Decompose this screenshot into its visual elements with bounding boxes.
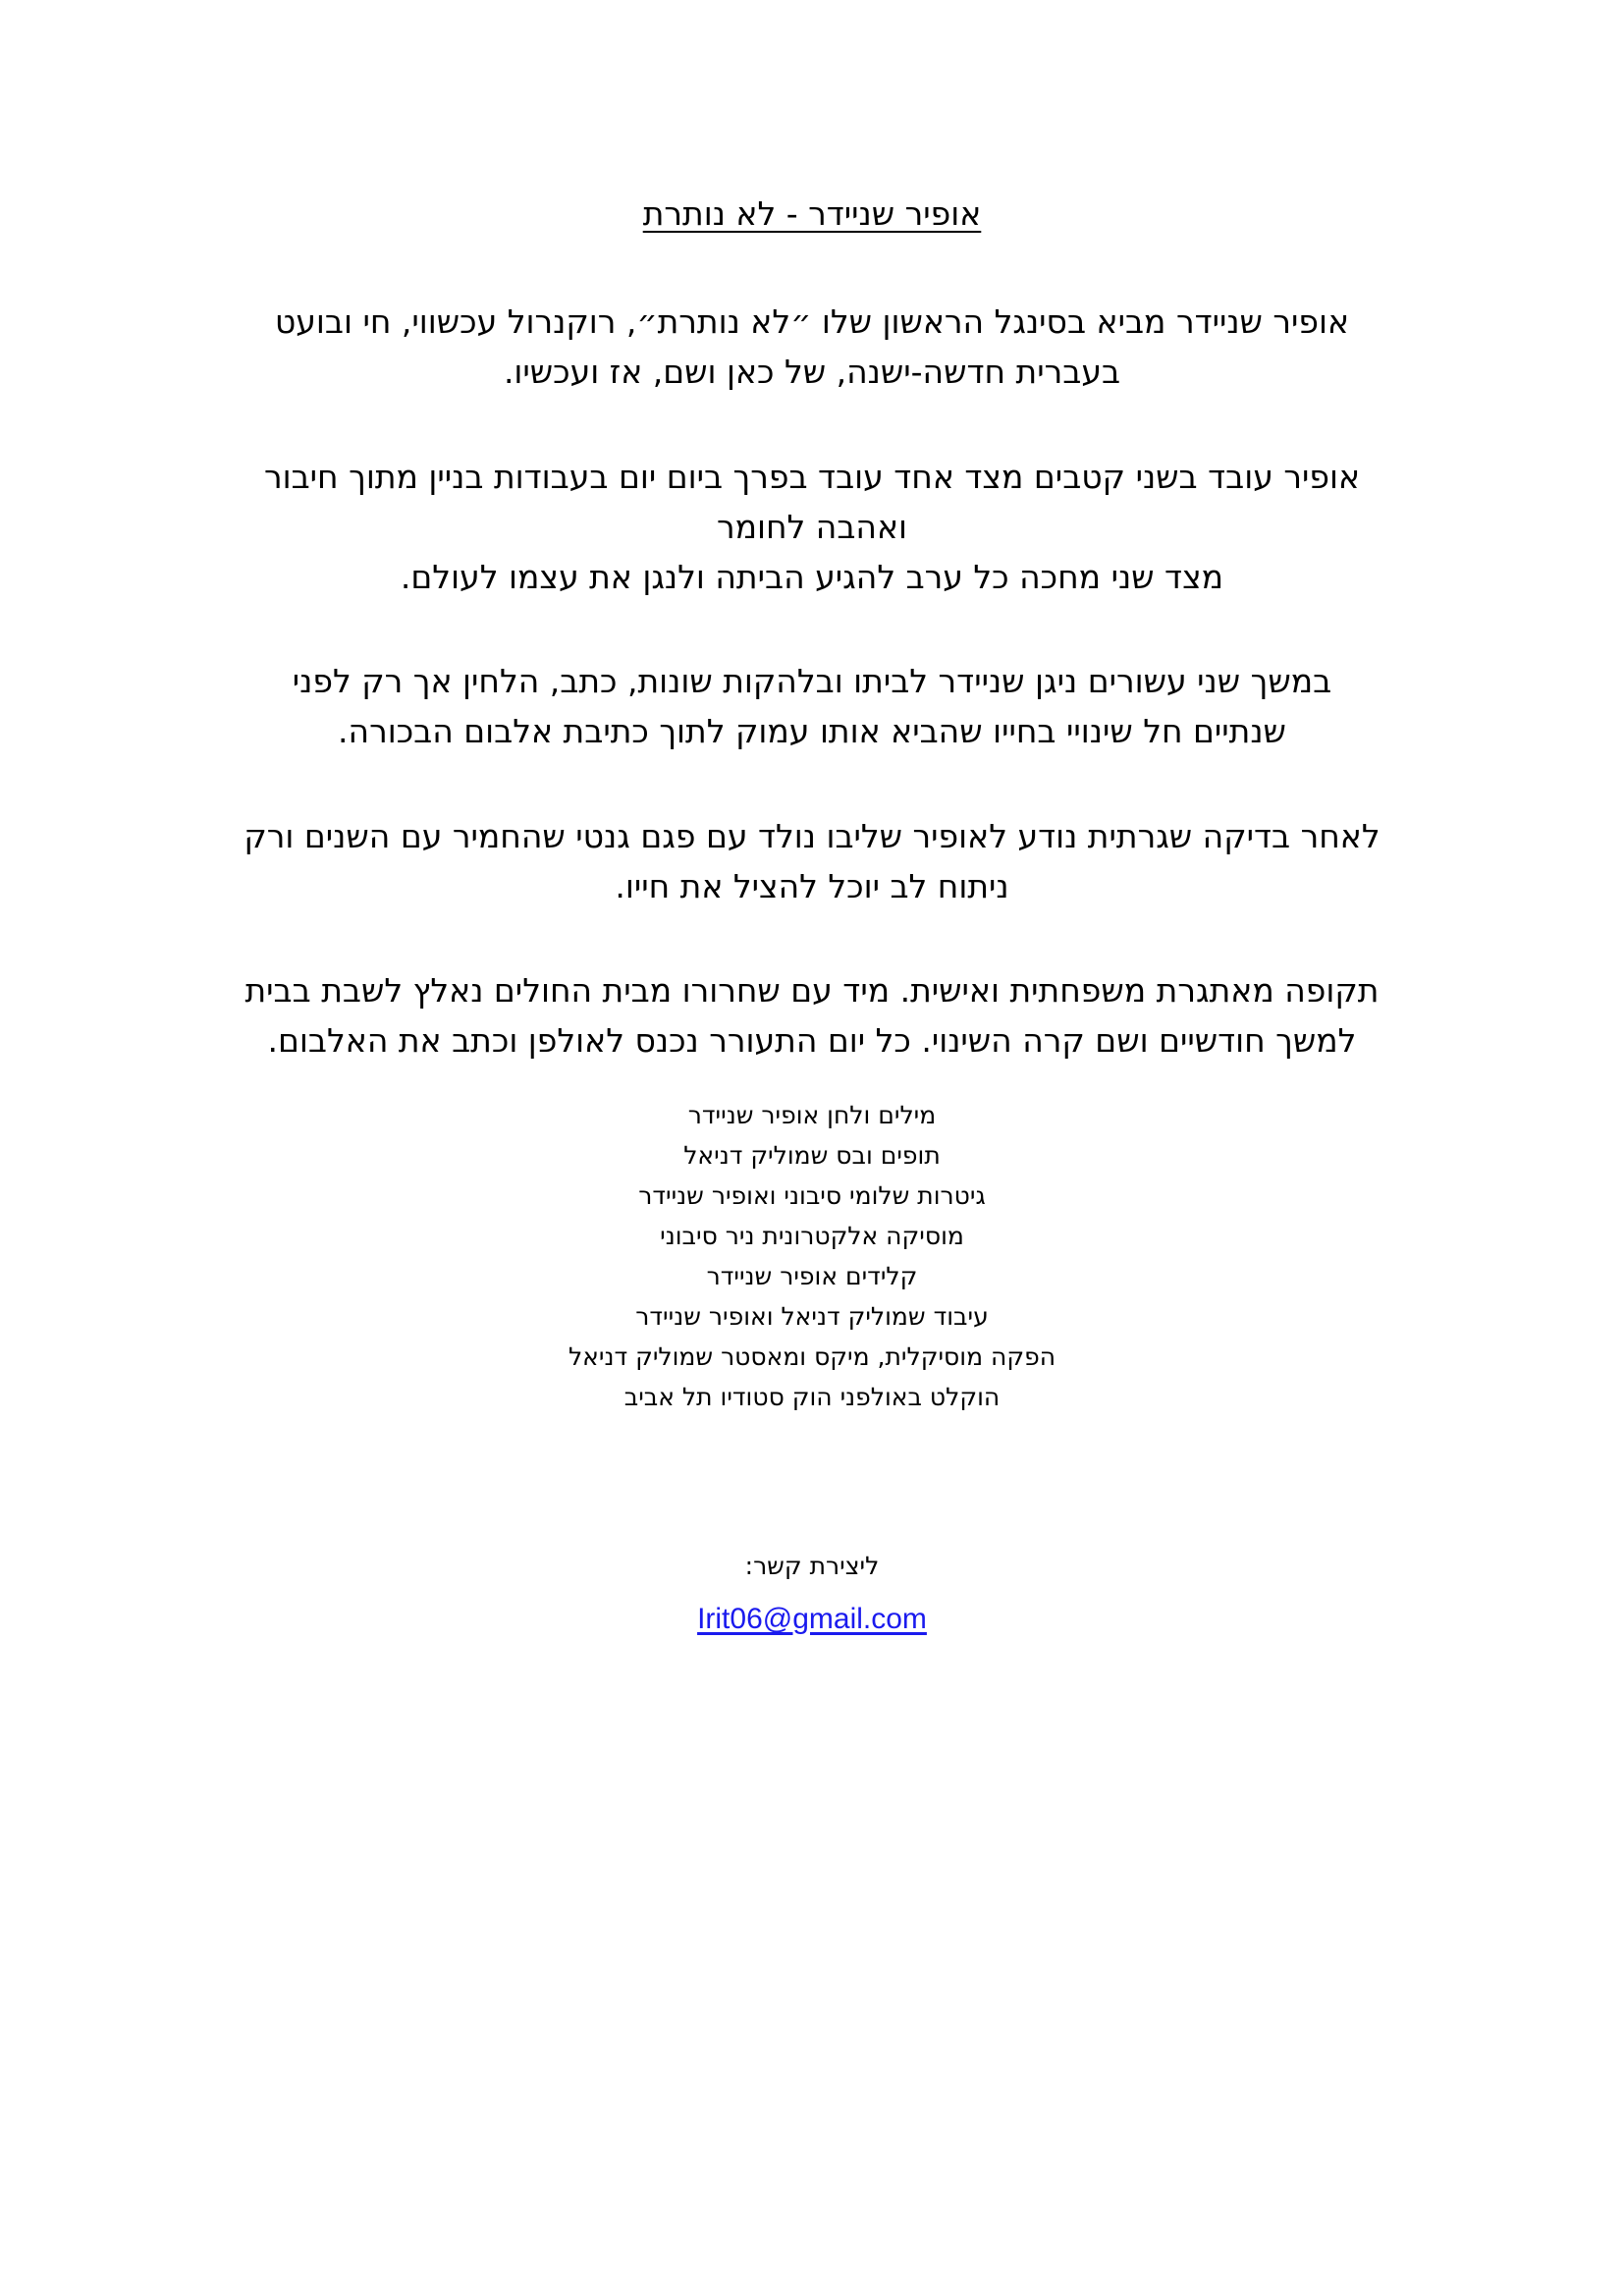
credit-line: קלידים אופיר שניידר	[706, 1262, 918, 1290]
paragraph-album	[177, 965, 1447, 1066]
paragraph-diagnosis	[177, 811, 1447, 911]
credit-line: מילים ולחן אופיר שניידר	[687, 1101, 937, 1129]
credit-line: גיטרות שלומי סיבוני ואופיר שניידר	[638, 1181, 986, 1210]
paragraph-line: מצד שני מחכה כל ערב להגיע הביתה ולנגן את עצמו לעולם.	[400, 558, 1224, 596]
credit-line: הוקלט באולפני הוק סטודיו תל אביב	[623, 1383, 1001, 1411]
contact-email-link[interactable]: Irit06@gmail.com	[697, 1603, 927, 1635]
paragraph-history	[177, 656, 1447, 756]
paragraph-work	[177, 452, 1447, 602]
paragraph-line: אופיר שניידר מביא בסינגל הראשון שלו ״לא נותרת״, רוקנרול עכשווי, חי ובועט	[274, 302, 1350, 341]
paragraph-line: ואהבה לחומר	[716, 508, 908, 546]
paragraph-line: אופיר עובד בשני קטבים מצד אחד עובד בפרך ביום יום בעבודות בניין מתוך חיבור	[263, 458, 1361, 496]
contact-section	[0, 1540, 1624, 1646]
contact-label: ליצירת קשר:	[744, 1552, 880, 1580]
paragraph-line: תקופה מאתגרת משפחתית ואישית. מיד עם שחרורו מבית החולים נאלץ לשבת בבית	[244, 971, 1380, 1010]
credits-list	[0, 1095, 1624, 1417]
paragraph-line: למשך חודשיים ושם קרה השינוי. כל יום התעורר נכנס לאולפן וכתב את האלבום.	[267, 1021, 1357, 1060]
paragraph-line: במשך שני עשורים ניגן שניידר לביתו ובלהקות שונות, כתב, הלחין אך רק לפני	[292, 662, 1332, 700]
paragraph-line: לאחר בדיקה שגרתית נודע לאופיר שליבו נולד עם פגם גנטי שהחמיר עם השנים ורק	[244, 817, 1380, 855]
paragraph-line: ניתוח לב יוכל להציל את חייו.	[615, 867, 1009, 905]
paragraph-line: שנתיים חל שינויי בחייו שהביא אותו עמוק לתוך כתיבת אלבום הבכורה.	[338, 712, 1286, 750]
paragraph-intro	[177, 297, 1447, 397]
credit-line: מוסיקה אלקטרונית ניר סיבוני	[660, 1222, 964, 1250]
credit-line: תופים ובס שמוליק דניאל	[683, 1141, 941, 1170]
paragraph-line: בעברית חדשה-ישנה, של כאן ושם, אז ועכשיו.	[503, 353, 1121, 391]
credit-line: הפקה מוסיקלית, מיקס ומאסטר שמוליק דניאל	[568, 1342, 1056, 1371]
document-title: אופיר שניידר - לא נותרת	[642, 194, 982, 233]
credit-line: עיבוד שמוליק דניאל ואופיר שניידר	[635, 1302, 989, 1331]
